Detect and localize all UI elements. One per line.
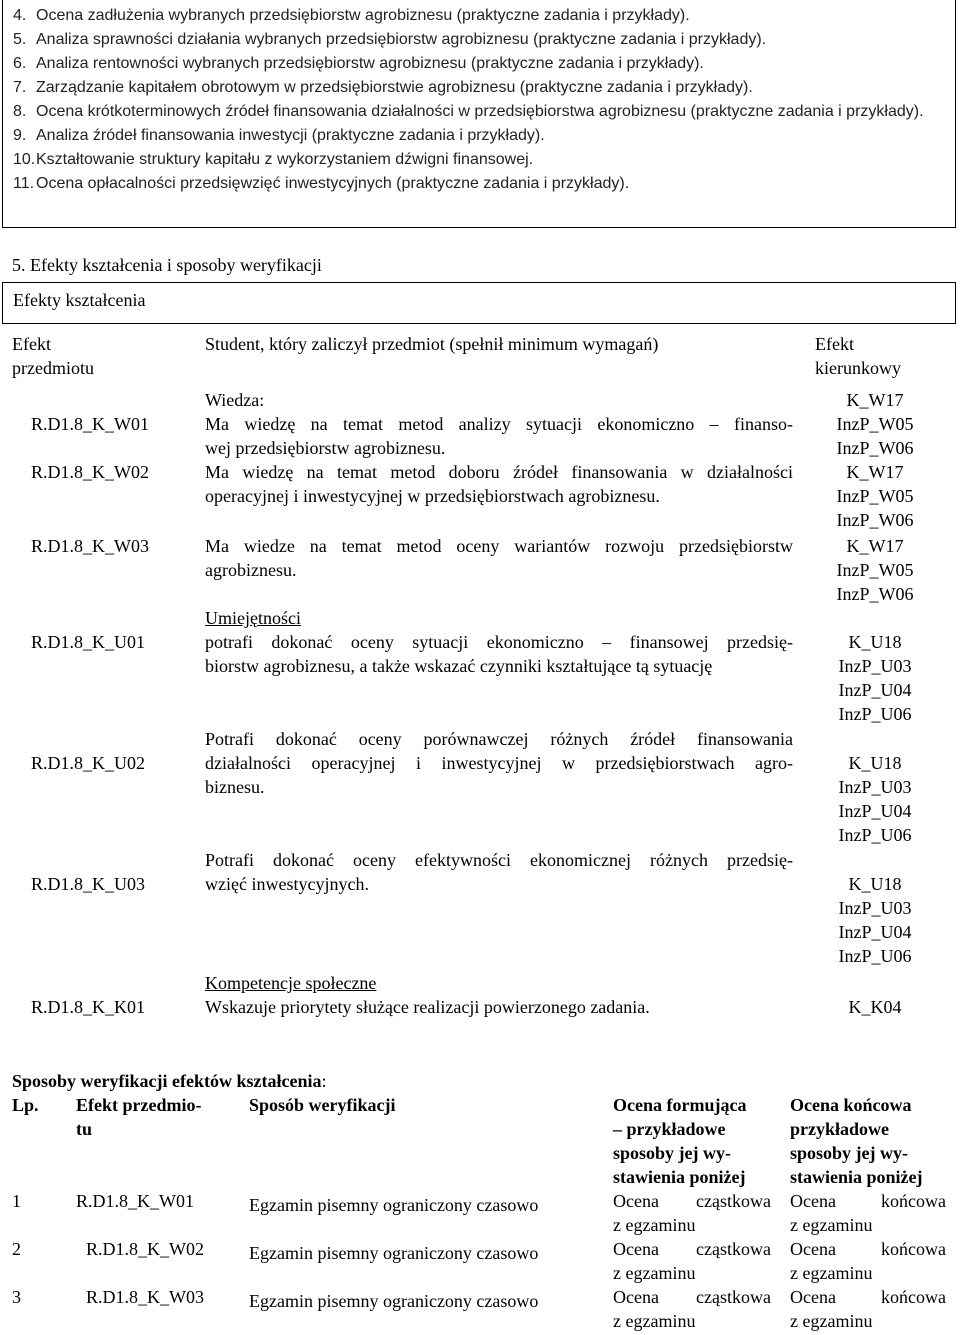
category-social: Kompetencje społeczne [205, 973, 377, 993]
table-row-final: Ocena końcowa z egzaminu [790, 1239, 946, 1283]
table-row-formative: Ocena cząstkowa z egzaminu [613, 1191, 771, 1235]
header-student-description: Student, który zaliczył przedmiot (spełnił minimum wymagań) [205, 334, 659, 354]
list-item: 9. Analiza źródeł finansowania inwestycji (praktyczne zadania i przykłady). [13, 127, 545, 144]
table-row-effect: R.D1.8_K_W01 [76, 1191, 194, 1211]
effect-code: R.D1.8_K_U02 [31, 753, 146, 773]
table-row-lp: 2 [12, 1239, 21, 1259]
effect-code: R.D1.8_K_W01 [31, 414, 149, 434]
program-outcomes: K_W17 InzP_W05 InzP_W06 [836, 462, 914, 530]
course-topics-list [13, 4, 953, 196]
program-outcomes: K_K04 [848, 997, 902, 1017]
effect-description: potrafi dokonać oceny sytuacji ekonomiczno – finansowej przedsię- biorstw agrobiznesu, a także wskazać czynniki kształtujące tą sytuację [205, 632, 793, 676]
table-row-final: Ocena końcowa z egzaminu [790, 1191, 946, 1235]
course-content-box [2, 0, 956, 228]
header-effect-program: Efekt kierunkowy [815, 334, 901, 378]
program-outcomes: K_U18 InzP_U03 InzP_U04 InzP_U06 [838, 753, 912, 845]
program-outcomes: K_U18 InzP_U03 InzP_U04 InzP_U06 [838, 874, 912, 966]
table-row-final: Ocena końcowa z egzaminu [790, 1287, 946, 1331]
list-item: 6. Analiza rentowności wybranych przedsiębiorstw agrobiznesu (praktyczne zadania i przykłady). [13, 55, 704, 72]
header-final: Ocena końcowa przykładowe sposoby jej wy- stawienia poniżej [790, 1095, 923, 1187]
effect-description: Ma wiedzę na temat metod doboru źródeł finansowania w działalności operacyjnej i inwestycyjnej w przedsiębiorstwach agrobiznesu. [205, 462, 793, 506]
effect-code: R.D1.8_K_W02 [31, 462, 149, 482]
table-row-effect: R.D1.8_K_W03 [86, 1287, 204, 1307]
category-skills: Umiejętności [205, 608, 301, 628]
list-item: 11. Ocena opłacalności przedsięwzięć inwestycyjnych (praktyczne zadania i przykłady). [13, 175, 630, 192]
program-outcomes: K_W17 InzP_W05 InzP_W06 [836, 390, 914, 458]
table-row-method: Egzamin pisemny ograniczony czasowo [249, 1243, 539, 1263]
table-row-lp: 3 [12, 1287, 21, 1307]
effects-label-box [2, 282, 956, 324]
list-item: 4. Ocena zadłużenia wybranych przedsiębiorstw agrobiznesu (praktyczne zadania i przykłady). [13, 7, 690, 24]
table-row-formative: Ocena cząstkowa z egzaminu [613, 1239, 771, 1283]
effect-description: Wskazuje priorytety służące realizacji powierzonego zadania. [205, 997, 650, 1017]
program-outcomes: K_U18 InzP_U03 InzP_U04 InzP_U06 [838, 632, 912, 724]
table-row-effect: R.D1.8_K_W02 [86, 1239, 204, 1259]
section-heading: 5. Efekty kształcenia i sposoby weryfikacji [12, 255, 322, 275]
list-item: 7. Zarządzanie kapitałem obrotowym w przedsiębiorstwie agrobiznesu (praktyczne zadania i przykłady). [13, 79, 753, 96]
effects-label: Efekty kształcenia [13, 290, 146, 310]
verification-heading: Sposoby weryfikacji efektów kształcenia: [12, 1071, 327, 1091]
effect-code: R.D1.8_K_W03 [31, 536, 149, 556]
effect-description: Ma wiedze na temat metod oceny wariantów rozwoju przedsiębiorstw agrobiznesu. [205, 536, 793, 580]
header-effect-course: Efekt przedmiotu [12, 334, 94, 378]
list-item: 10. Kształtowanie struktury kapitału z wykorzystaniem dźwigni finansowej. [13, 151, 534, 168]
header-lp: Lp. [12, 1095, 39, 1115]
header-effect: Efekt przedmio- tu [76, 1095, 202, 1139]
table-row-formative: Ocena cząstkowa z egzaminu [613, 1287, 771, 1331]
program-outcomes: K_W17 InzP_W05 InzP_W06 [836, 536, 914, 604]
effect-description: Ma wiedzę na temat metod analizy sytuacji ekonomiczno – finanso- wej przedsiębiorstw agrobiznesu. [205, 414, 793, 458]
table-row-method: Egzamin pisemny ograniczony czasowo [249, 1291, 539, 1311]
category-knowledge: Wiedza: [205, 390, 265, 410]
effect-code: R.D1.8_K_U03 [31, 874, 146, 894]
header-formative: Ocena formująca – przykładowe sposoby jej wy- stawienia poniżej [613, 1095, 747, 1187]
table-row-method: Egzamin pisemny ograniczony czasowo [249, 1195, 539, 1215]
effect-code: R.D1.8_K_K01 [31, 997, 146, 1017]
table-row-lp: 1 [12, 1191, 21, 1211]
header-method: Sposób weryfikacji [249, 1095, 396, 1115]
list-item: 5. Analiza sprawności działania wybranych przedsiębiorstw agrobiznesu (praktyczne zadania i przykłady). [13, 31, 767, 48]
effect-code: R.D1.8_K_U01 [31, 632, 146, 652]
list-item: 8. Ocena krótkoterminowych źródeł finansowania działalności w przedsiębiorstwa agrobiznesu (praktyczne zadania i przykłady). [13, 103, 924, 120]
effect-description: Potrafi dokonać oceny porównawczej różnych źródeł finansowania działalności operacyjnej i inwestycyjnej w przedsiębiorstwach agro- biznesu. [205, 729, 793, 797]
effect-description: Potrafi dokonać oceny efektywności ekonomicznej różnych przedsię- wzięć inwestycyjnych. [205, 850, 793, 894]
